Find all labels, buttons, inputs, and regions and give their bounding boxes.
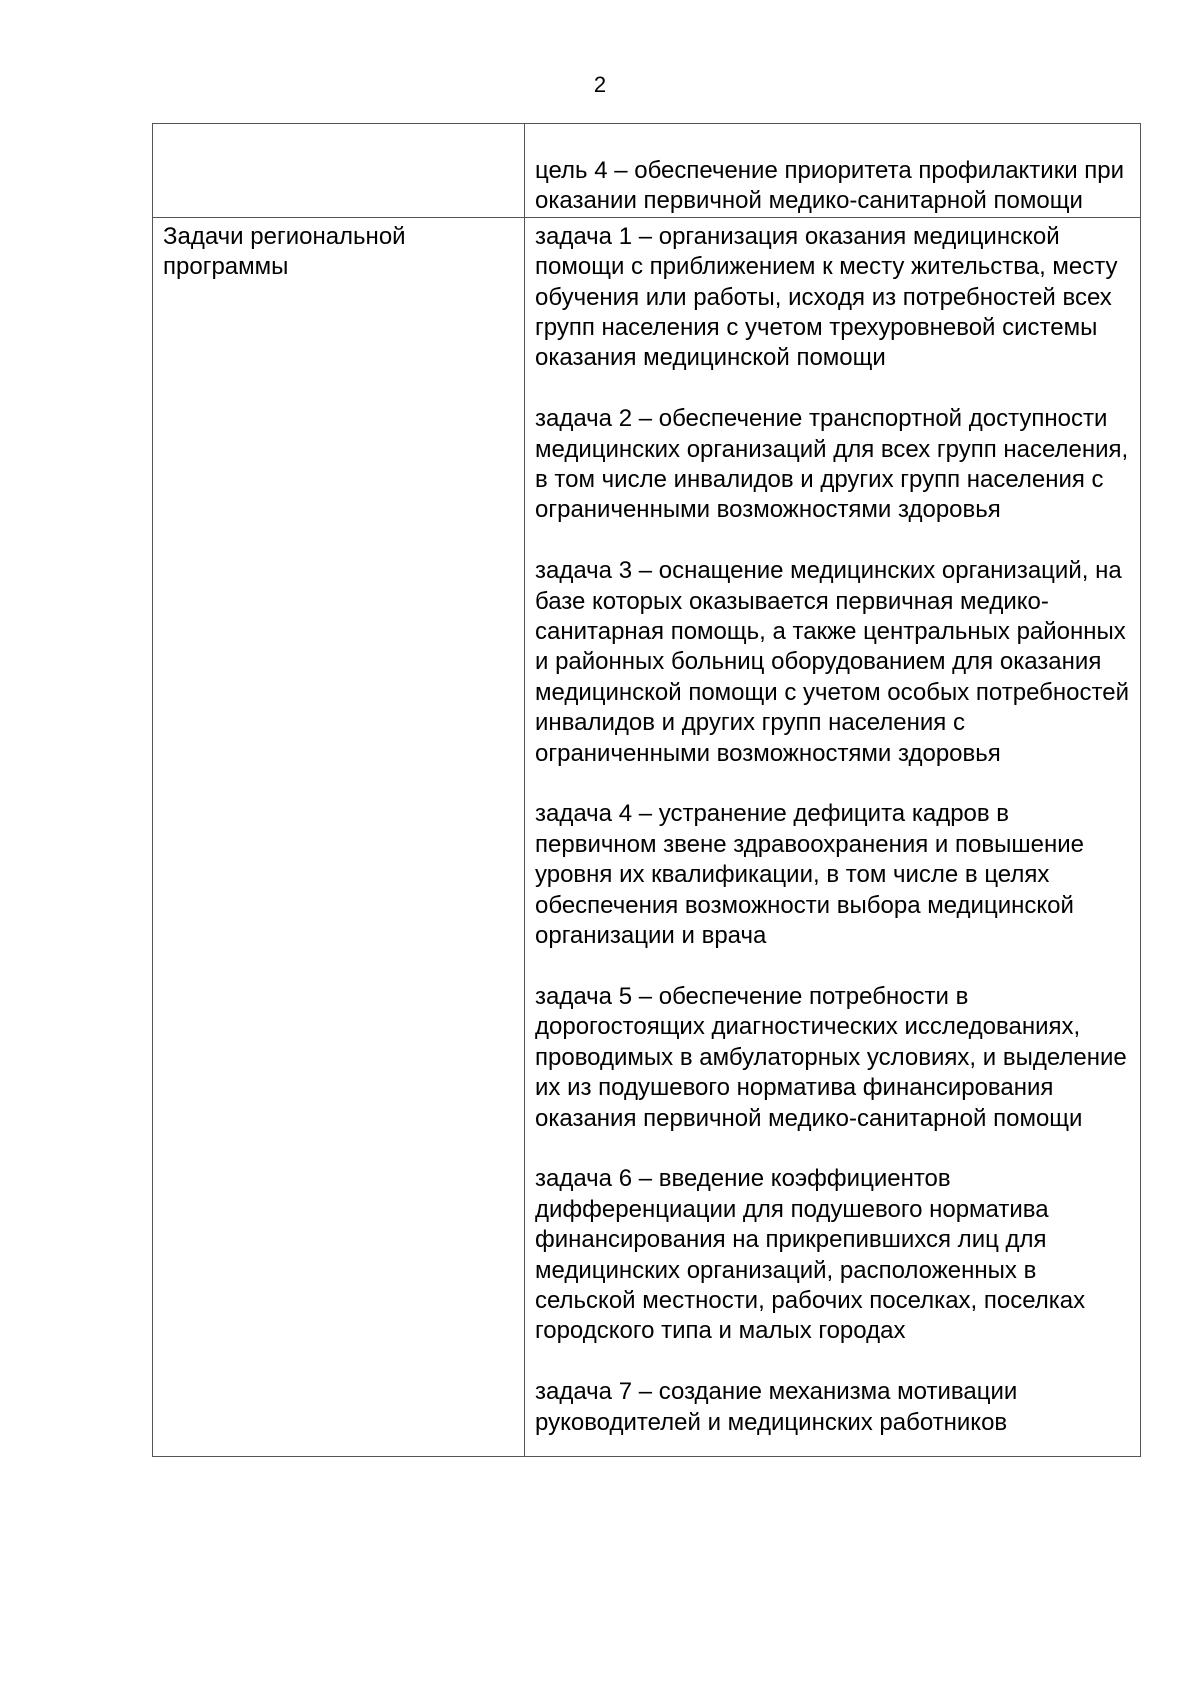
page-number: 2	[593, 72, 607, 97]
task-6-text: задача 6 – введение коэффициентов дифференциации для подушевого норматива финансирования на прикрепившихся лиц для медицинских организаций, расположенных в сельской местности, рабочих поселках, поселках городского типа и малых городах	[535, 1165, 1086, 1345]
task-1-text: задача 1 – организация оказания медицинской помощи с приближением к месту жительства, месту обучения или работы, исходя из потребностей всех групп населения с учетом трехуровневой системы оказания медицинской помощи	[535, 222, 1118, 372]
tasks-row-label: Задачи региональной программы	[163, 222, 406, 281]
goal-row-content-cell	[525, 124, 1141, 218]
tasks-row-content-cell	[525, 217, 1141, 1456]
tasks-row-label-cell	[153, 217, 525, 1456]
goal-row-label	[153, 124, 524, 128]
task-5-text: задача 5 – обеспечение потребности в дорогостоящих диагностических исследованиях, проводимых в амбулаторных условиях, и выделение их из подушевого норматива финансирования оказания первичной медико-санитарной помощи	[535, 982, 1127, 1132]
task-7-text: задача 7 – создание механизма мотивации руководителей и медицинских работников	[535, 1378, 1018, 1436]
goal-4-text: цель 4 – обеспечение приоритета профилактики при оказании первичной медико-санитарной помощи	[535, 157, 1125, 215]
task-4-text: задача 4 – устранение дефицита кадров в первичном звене здравоохранения и повышение уровня их квалификации, в том числе в целях обеспечения возможности выбора медицинской организации и врача	[535, 800, 1084, 950]
task-2-text: задача 2 – обеспечение транспортной доступности медицинских организаций для всех групп населения, в том числе инвалидов и других групп населения с ограниченными возможностями здоровья	[535, 405, 1129, 524]
program-table	[152, 123, 1141, 1457]
table-row-tasks	[153, 217, 1141, 1456]
task-3-text: задача 3 – оснащение медицинских организаций, на базе которых оказывается первичная медико-санитарная помощь, а также центральных районных и районных больниц оборудованием для оказания медицинской помощи с учетом особых потребностей инвалидов и других групп населения с ограниченными возможностями здоровья	[535, 557, 1129, 767]
table-row-goal	[153, 124, 1141, 218]
goal-row-label-cell	[153, 124, 525, 218]
